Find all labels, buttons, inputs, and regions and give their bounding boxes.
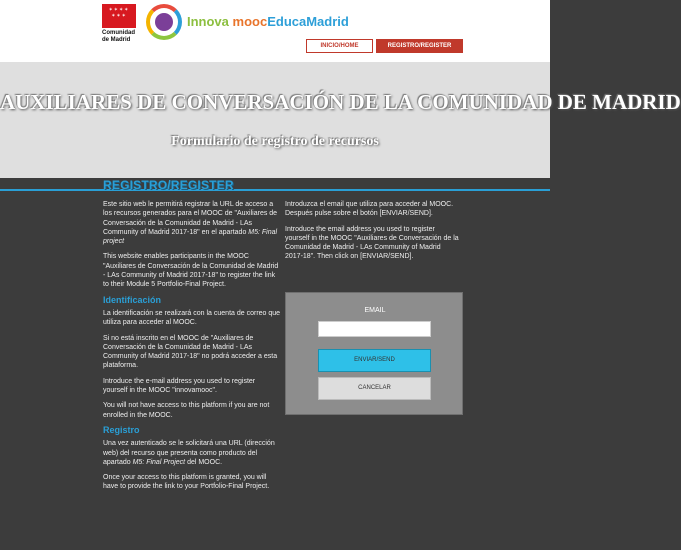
left-column <box>103 200 281 498</box>
right-column <box>285 200 460 268</box>
instructions-es: Introduzca el email que utiliza para acceder al MOOC. Después pulse sobre el botón [ENVIAR/SEND]. <box>285 201 454 218</box>
final-project-label: M5: Final Project <box>132 458 186 466</box>
intro-paragraph-es: Este sitio web le permitirá registrar la URL de acceso a los recursos generados para el MOOC de "Auxiliares de Conversación de la Comunidad de Madrid - LAs Community of Madrid 2017-18" en el apartado M5: Final project <box>103 201 278 246</box>
identificacion-paragraph-3: Introduce the e-mail address you used to register yourself in the MOOC "innovamooc". <box>103 377 256 395</box>
section-title: REGISTRO/REGISTER <box>103 178 234 192</box>
cancel-button[interactable]: CANCELAR <box>318 377 431 400</box>
banner-title: AUXILIARES DE CONVERSACIÓN DE LA COMUNIDAD DE MADRID <box>0 90 681 114</box>
final-project-label: M5: Final project <box>103 228 278 246</box>
title-divider <box>0 189 550 191</box>
nav-inicio-button[interactable]: INICIO/HOME <box>306 39 373 53</box>
identificacion-paragraph-1: La identificación se realizará con la cuenta de correo que utiliza para acceder al MOOC. <box>103 309 281 327</box>
registro-paragraph-en: Once your access to this platform is granted, you will have to provide the link to your Portfolio-Final Project. <box>103 474 270 491</box>
nav-registro-button[interactable]: REGISTRO/REGISTER <box>376 39 463 53</box>
email-input[interactable] <box>318 321 431 337</box>
send-button[interactable]: ENVIAR/SEND <box>318 349 431 372</box>
brand-part-mooc: mooc <box>232 14 268 29</box>
instructions-en: Introduce the email address you used to register yourself in the MOOC "Auxiliares de Conversación de la Comunidad de Madrid - LAs Community of Madrid 2017-18". Then click on [ENVIAR/SEND]. <box>285 225 459 261</box>
brand-part-educamadrid: EducaMadrid <box>267 14 349 29</box>
identificacion-paragraph-2: Si no está inscrito en el MOOC de "Auxiliares de Conversación de la Comunidad de Madrid - LAs Community of Madrid 2017-18" no podrá acceder a esta plataforma. <box>103 334 278 370</box>
brand-part-innova: Innova <box>187 14 229 29</box>
logo-text: Comunidad de Madrid <box>102 30 135 43</box>
intro-paragraph-en: This website enables participants in the MOOC "Auxiliares de Conversación de la Comunidad de Madrid - LAs Community of Madrid 2017-18" to register the link to their Module 5 Portfolio-Final Project. <box>103 253 279 289</box>
innova-logo-icon[interactable] <box>146 4 182 40</box>
email-label: EMAIL <box>364 307 386 314</box>
stars-icon: ✶✶✶✶ ✶✶✶ <box>108 7 130 19</box>
header <box>0 0 550 62</box>
madrid-flag-icon <box>102 4 136 28</box>
main-content <box>0 178 550 550</box>
registro-paragraph-es: Una vez autenticado se le solicitará una URL (dirección web) del recurso que presenta como producto del apartado M5: Final Project del MOOC. <box>103 440 275 466</box>
identificacion-paragraph-4: You will not have access to this platform if you are not enrolled in the MOOC. <box>103 402 270 419</box>
brand-name <box>187 14 349 29</box>
registro-heading: Registro <box>103 424 140 435</box>
email-form <box>285 292 463 415</box>
banner-subtitle: Formulario de registro de recursos <box>171 134 379 149</box>
identificacion-heading: Identificación <box>103 294 162 305</box>
comunidad-madrid-logo[interactable] <box>102 4 136 46</box>
banner <box>0 62 681 178</box>
